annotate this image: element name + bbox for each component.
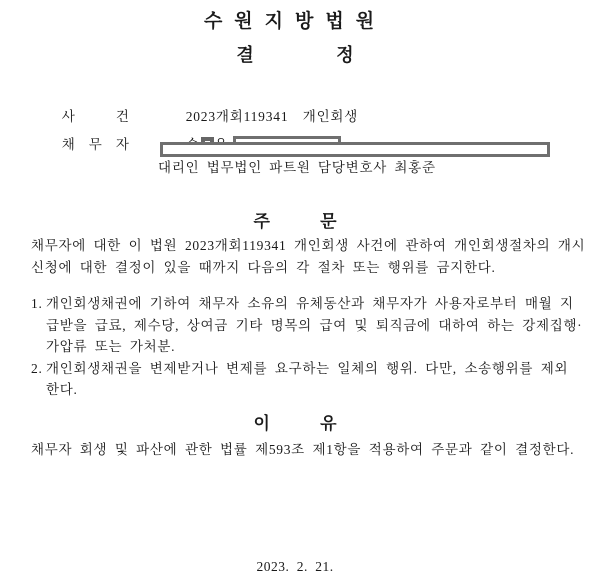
order-item-text: [46, 293, 582, 358]
reason-section-heading: 이 유: [253, 414, 337, 433]
order-items-list: [31, 293, 583, 401]
order-item-line: 급받을 급료, 제수당, 상여금 기타 명목의 급여 및 퇴직금에 대하여 하는 강제집행·: [46, 317, 583, 333]
redaction-box-long: [160, 142, 550, 157]
reason-text: 채무자 회생 및 파산에 관한 법률 제593조 제1항을 적용하여 주문과 같이 결정한다.: [31, 442, 575, 457]
decision-date: 2023. 2. 21.: [256, 559, 334, 574]
order-item-number: 1.: [31, 296, 43, 311]
order-item-line: 개인회생채권에 기하여 채무자 소유의 유체동산과 채무자가 사용자로부터 매월 지: [46, 296, 574, 311]
court-name: 수원지방법원: [203, 11, 387, 32]
order-item-line: 한다.: [46, 382, 78, 397]
order-item-line: 가압류 또는 가처분.: [46, 339, 176, 354]
order-section-heading: 주 문: [253, 212, 337, 231]
attorney-line: 대리인 법무법인 파트원 담당변호사 최홍준: [158, 160, 436, 175]
order-item: [31, 293, 583, 358]
order-intro-paragraph: [31, 235, 586, 278]
order-item-line: 개인회생채권을 변제받거나 변제를 요구하는 일체의 행위. 다만, 소송행위를 제외: [46, 360, 569, 376]
order-item-text: [46, 358, 571, 401]
document-type-title: 결 정: [236, 45, 354, 65]
order-intro-line: 채무자에 대한 이 법원 2023개회119341 개인회생 사건에 관하여 개인회생절차의 개시: [31, 238, 586, 253]
order-intro-line: 신청에 대한 결정이 있을 때까지 다음의 각 절차 또는 행위를 금지한다.: [31, 259, 496, 275]
debtor-label: 채 무 자: [61, 137, 130, 152]
order-item-number: 2.: [31, 360, 43, 376]
order-item: [31, 358, 571, 401]
case-number-label: 사 건: [61, 109, 130, 124]
case-number-value: 2023개회119341 개인회생: [185, 109, 359, 124]
